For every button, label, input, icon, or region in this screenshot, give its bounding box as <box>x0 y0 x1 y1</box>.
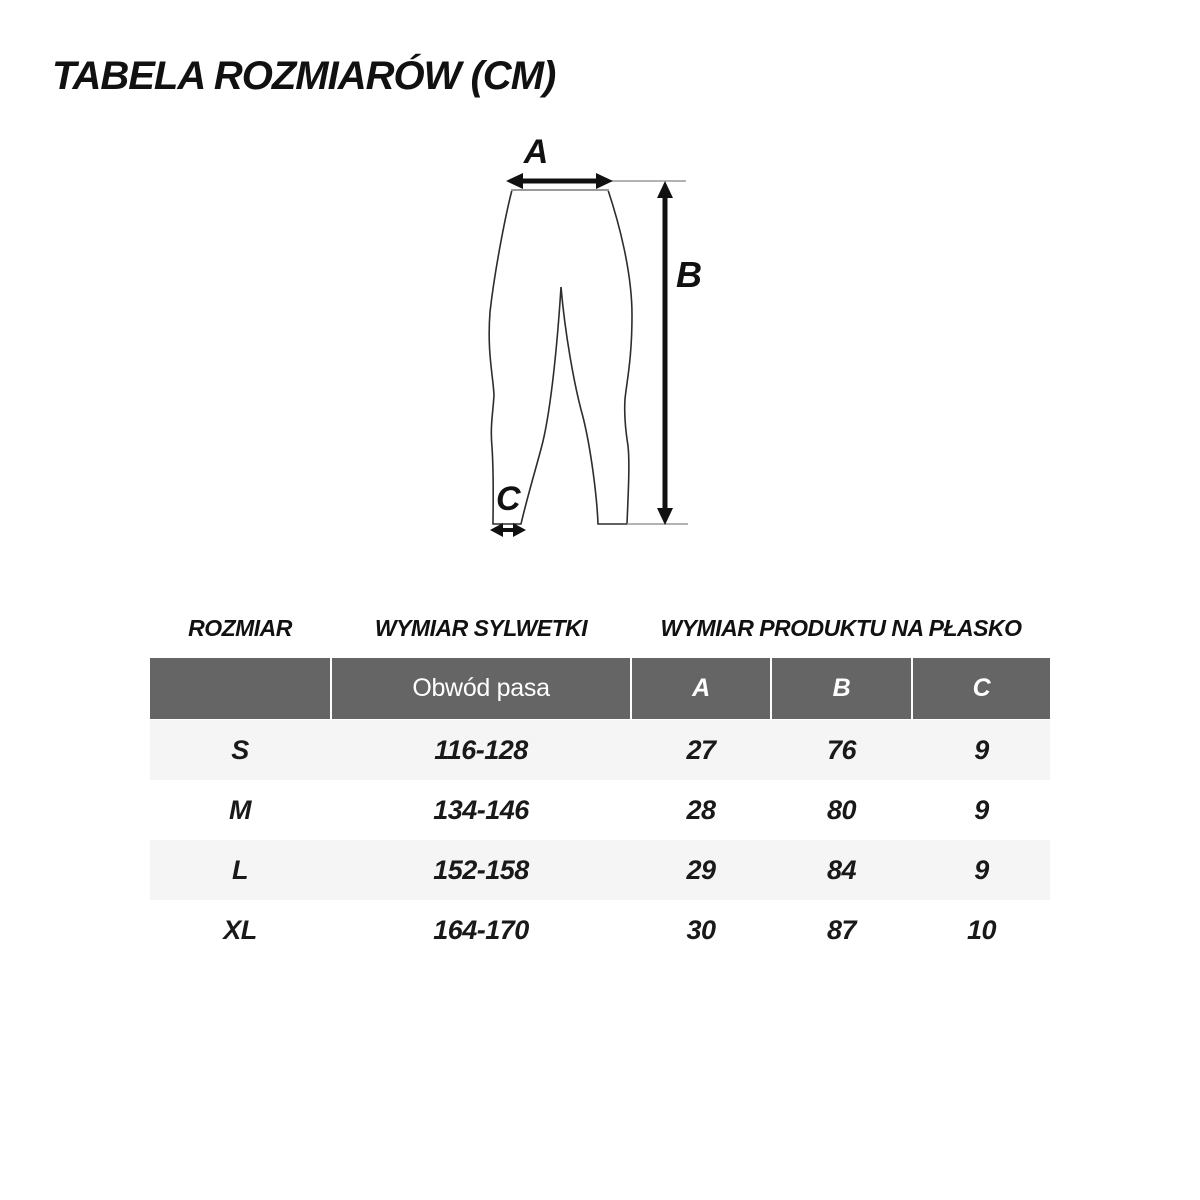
size-cell: L <box>232 854 248 885</box>
c-cell: 10 <box>966 914 997 945</box>
waist-cell: 152-158 <box>433 854 529 885</box>
arrow-b <box>657 181 673 525</box>
waist-cell: 134-146 <box>433 794 529 825</box>
size-cell: S <box>231 734 249 765</box>
b-cell: 84 <box>826 854 857 885</box>
size-cell: XL <box>223 914 257 945</box>
c-cell: 9 <box>974 734 989 765</box>
waist-cell: 164-170 <box>433 914 529 945</box>
a-cell: 27 <box>686 734 716 765</box>
arrow-c <box>490 523 526 537</box>
sub-header-c: C <box>913 658 1050 719</box>
sub-header-b: B <box>772 658 911 719</box>
table-row-l <box>150 840 1050 900</box>
table-row-xl <box>150 900 1050 960</box>
sub-header-size <box>150 658 330 719</box>
dim-label-a: A <box>523 133 549 171</box>
table-row-m <box>150 780 1050 840</box>
dim-label-c: C <box>496 480 521 518</box>
arrow-a <box>506 173 613 189</box>
sub-header-waist: Obwód pasa <box>332 658 630 719</box>
group-header-size: ROZMIAR <box>188 615 292 641</box>
pants-outline <box>489 190 632 524</box>
group-header-body: WYMIAR SYLWETKI <box>374 615 588 641</box>
a-cell: 30 <box>686 914 716 945</box>
table-row-s <box>150 720 1050 780</box>
c-cell: 9 <box>974 794 989 825</box>
waist-cell: 116-128 <box>434 734 528 765</box>
a-cell: 29 <box>686 854 716 885</box>
a-cell: 28 <box>686 794 716 825</box>
b-cell: 76 <box>826 734 857 765</box>
table-sub-header-row <box>150 658 1050 719</box>
b-cell: 87 <box>826 914 857 945</box>
size-table <box>150 612 1050 960</box>
size-cell: M <box>229 794 251 825</box>
sub-header-a: A <box>632 658 770 719</box>
b-cell: 80 <box>826 794 857 825</box>
group-header-product: WYMIAR PRODUKTU NA PŁASKO <box>660 615 1022 641</box>
dim-label-b: B <box>676 254 702 295</box>
page-title: TABELA ROZMIARÓW (CM) <box>52 54 556 98</box>
table-group-headers <box>150 612 1050 642</box>
c-cell: 9 <box>974 854 989 885</box>
